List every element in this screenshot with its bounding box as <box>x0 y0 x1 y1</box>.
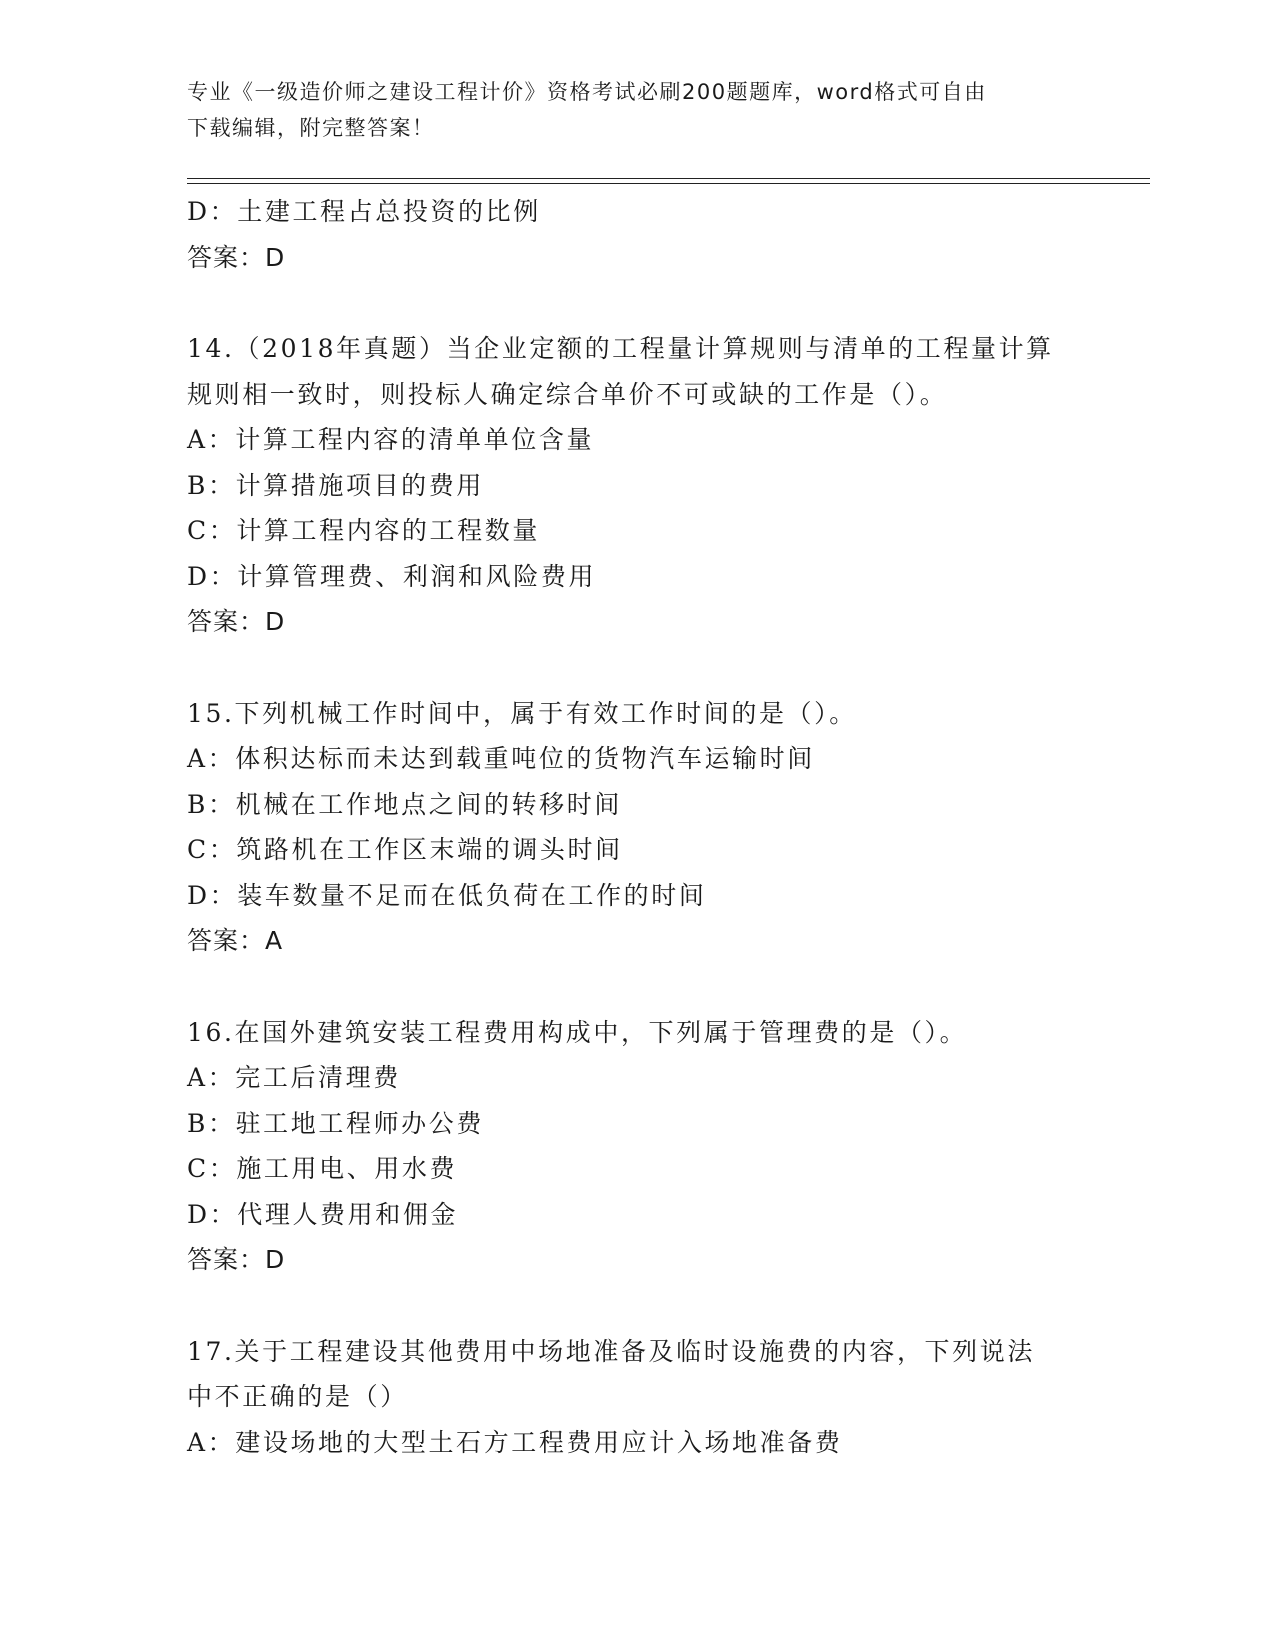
document-header <box>187 74 1087 146</box>
question-list <box>187 189 1087 1465</box>
option-a: A：体积达标而未达到载重吨位的货物汽车运输时间 <box>187 744 815 773</box>
option-b: B：驻工地工程师办公费 <box>187 1108 484 1138</box>
header-divider-bottom <box>187 183 1150 184</box>
answer: 答案：A <box>187 926 284 955</box>
option-b: B：计算措施项目的费用 <box>187 470 484 500</box>
option-a: A：计算工程内容的清单单位含量 <box>187 425 595 454</box>
answer: 答案：D <box>187 1245 286 1274</box>
question-stem: 17.关于工程建设其他费用中场地准备及临时设施费的内容，下列说法 <box>187 1336 1035 1366</box>
option-d: D：土建工程占总投资的比例 <box>187 197 541 226</box>
question-stem: 14.（2018年真题）当企业定额的工程量计算规则与清单的工程量计算 <box>187 334 1054 363</box>
option-c: C：施工用电、用水费 <box>187 1154 458 1183</box>
question-13-tail <box>187 189 1087 280</box>
question-15 <box>187 691 1087 964</box>
option-d: D：代理人费用和佣金 <box>187 1199 459 1229</box>
option-a: A：完工后清理费 <box>187 1063 401 1092</box>
answer: 答案：D <box>187 607 286 636</box>
question-14 <box>187 326 1087 645</box>
question-stem-continued: 中不正确的是（） <box>187 1382 408 1411</box>
question-stem: 16.在国外建筑安装工程费用构成中，下列属于管理费的是（）。 <box>187 1017 968 1047</box>
header-line-1: 专业《一级造价师之建设工程计价》资格考试必刷200题题库，word格式可自由 <box>187 80 987 104</box>
option-c: C：计算工程内容的工程数量 <box>187 516 540 545</box>
option-c: C：筑路机在工作区末端的调头时间 <box>187 835 623 864</box>
question-stem-continued: 规则相一致时，则投标人确定综合单价不可或缺的工作是（）。 <box>187 379 948 409</box>
option-b: B：机械在工作地点之间的转移时间 <box>187 789 622 819</box>
question-16 <box>187 1010 1087 1283</box>
question-stem: 15.下列机械工作时间中，属于有效工作时间的是（）。 <box>187 698 857 728</box>
option-d: D：计算管理费、利润和风险费用 <box>187 561 597 591</box>
option-a: A：建设场地的大型土石方工程费用应计入场地准备费 <box>187 1427 843 1457</box>
header-divider-top <box>187 178 1150 179</box>
question-17 <box>187 1329 1087 1466</box>
option-d: D：装车数量不足而在低负荷在工作的时间 <box>187 880 707 910</box>
header-line-2: 下载编辑，附完整答案！ <box>187 116 435 140</box>
answer: 答案：D <box>187 242 286 272</box>
